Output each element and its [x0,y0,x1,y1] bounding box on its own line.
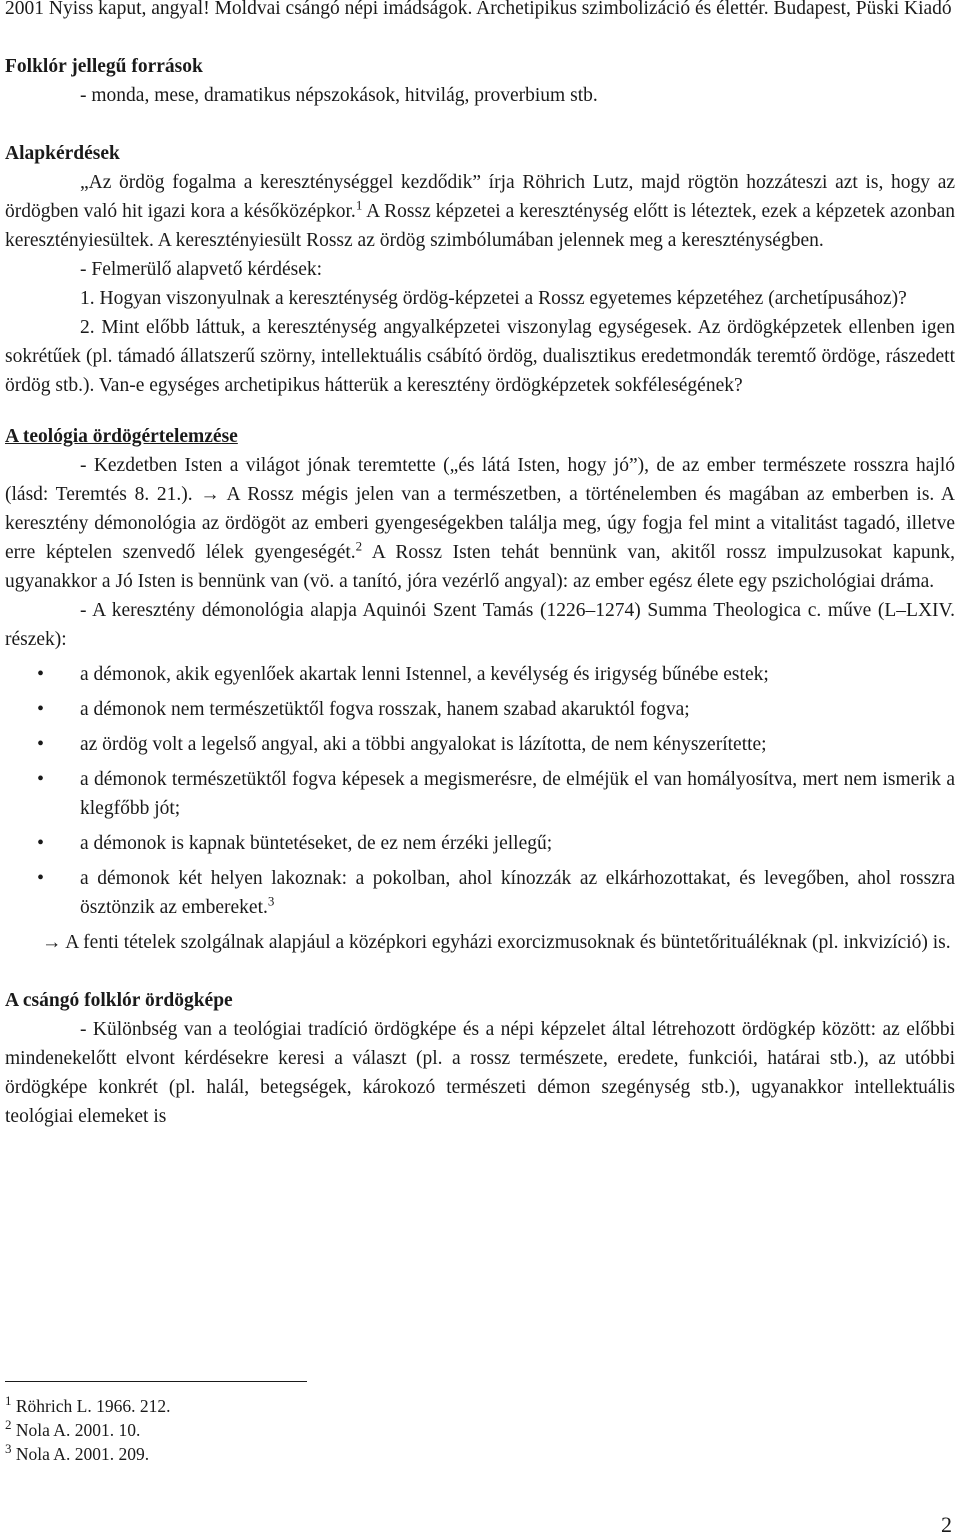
footnote-separator [5,1381,307,1382]
folklor-sources-line: - monda, mese, dramatikus népszokások, hitvilág, proverbium stb. [80,85,598,106]
footnote-1: $^1$ Röhrich L. 1966. 212. [5,1393,171,1416]
bullet-icon: • [37,768,45,790]
paragraph-creation: - Kezdetben Isten a világot jónak teremtette („és látá Isten, hogy jó”), de az ember természete rosszra hajló (lásd: Teremtés 8. 21.). → A Rossz mégis jelen van a természetben, a történelemben és magában az emberben is. A keresztény démonológia az ördögöt az emberi gyengeségekben találja meg, úgy fogja fel mint a vitalitást tagadó, illetve erre képtelen szenvedő lélek gyengeségét.$^2$ A Rossz Isten tehát bennünk van, akitől rossz impulzusokat kapunk, ugyanakkor a Jó Isten is bennünk van (vö. a tanító, jóra vezérlő angyal): az ember egész élete egy pszichológiai dráma. [5,455,955,592]
question-2: 2. Mint előbb láttuk, a kereszténység angyalképzetei viszonylag egységesek. Az ördögképzetek ellenben igen sokrétűek (pl. támadó állatszerű szörny, intellektuális csábító ördög, dualisztikus eredetmondák teremtő ördöge, rászedett ördög stb.). Van-e egységes archetipikus hátterük a keresztény ördögképzetek sokféleségének? [5,317,955,396]
heading-csango: A csángó folklór ördögképe [5,990,233,1011]
bullet-icon: • [37,663,45,685]
bullet-icon: • [37,733,45,755]
list-item: • a démonok is kapnak büntetéseket, de ez nem érzéki jellegű; [5,829,955,858]
list-item: • a démonok, akik egyenlőek akartak lenni Istennel, a kevélység és irigység bűnébe estek; [5,660,955,689]
footnote-ref-3[interactable]: 3 [267,893,275,909]
list-item: • a démonok két helyen lakoznak: a pokolban, ahol kínozzák az elkárhozottakat, és levegőben, ahol rosszra ösztönzik az embereket.$^3$ [5,864,955,922]
heading-theology: A teológia ördögértelemzése [5,426,238,447]
list-item: • a démonok nem természetüktől fogva rosszak, hanem szabad akaruktól fogva; [5,695,955,724]
document-page [5,0,955,1131]
page-number: 2 [941,1512,952,1537]
bullet-icon: • [37,832,45,854]
paragraph-aquinas: - A keresztény démonológia alapja Aquinói Szent Tamás (1226–1274) Summa Theologica c. műve (L–LXIV. részek): [5,600,955,650]
bibliography-entry: 2001 Nyiss kaput, angyal! Moldvai csángó népi imádságok. Archetipikus szimbolizáció és élettér. Budapest, Püski Kiadó [5,0,952,19]
question-1: 1. Hogyan viszonyulnak a kereszténység ördög-képzetei a Rossz egyetemes képzetéhez (archetípusához)? [80,288,907,309]
aquinas-theses-list [5,660,955,922]
arrow-conclusion: → A fenti tételek szolgálnak alapjául a középkori egyházi exorcizmusoknak és büntetőrituáléknak (pl. inkvizíció) is. [42,932,951,953]
list-item: • a démonok természetüktől fogva képesek a megismerésre, de elméjük el van homályosítva, mert nem ismerik a klegfőbb jót; [5,765,955,823]
footnote-ref-1[interactable]: 1 [355,197,363,213]
heading-basic-questions: Alapkérdések [5,143,120,164]
heading-folklor-sources: Folklór jellegű források [5,56,203,77]
questions-intro: - Felmerülő alapvető kérdések: [80,259,323,280]
list-item: • az ördög volt a legelső angyal, aki a többi angyalokat is lázította, de nem kényszerítette; [5,730,955,759]
paragraph-rohrich: „Az ördög fogalma a kereszténységgel kezdődik” írja Röhrich Lutz, majd rögtön hozzáteszi azt is, hogy az ördögben való hit igazi kora a későközépkor.$^1$ A Rossz képzetei a kereszténység előtt is léteztek, ezek a képzetek azonban keresztényiesültek. A keresztényiesült Rossz az ördög szimbólumában jelennek meg a kereszténységben. [5,172,955,251]
footnotes [5,1394,170,1466]
footnote-2: $^2$ Nola A. 2001. 10. [5,1417,141,1440]
bullet-icon: • [37,698,45,720]
footnote-ref-2[interactable]: 2 [355,538,363,554]
paragraph-csango: - Különbség van a teológiai tradíció ördögképe és a népi képzelet által létrehozott ördögkép között: az előbbi mindenekelőtt elvont kérdésekre keresi a választ (pl. a rossz természete, eredete, funkciói, határai stb.), az utóbbi ördögképe konkrét (pl. halál, betegségek, károkozó természeti démon szegénység stb.), ugyanakkor intellektuális teológiai elemeket is [5,1019,955,1127]
bullet-icon: • [37,867,45,889]
footnote-3: $^3$ Nola A. 2001. 209. [5,1441,150,1464]
